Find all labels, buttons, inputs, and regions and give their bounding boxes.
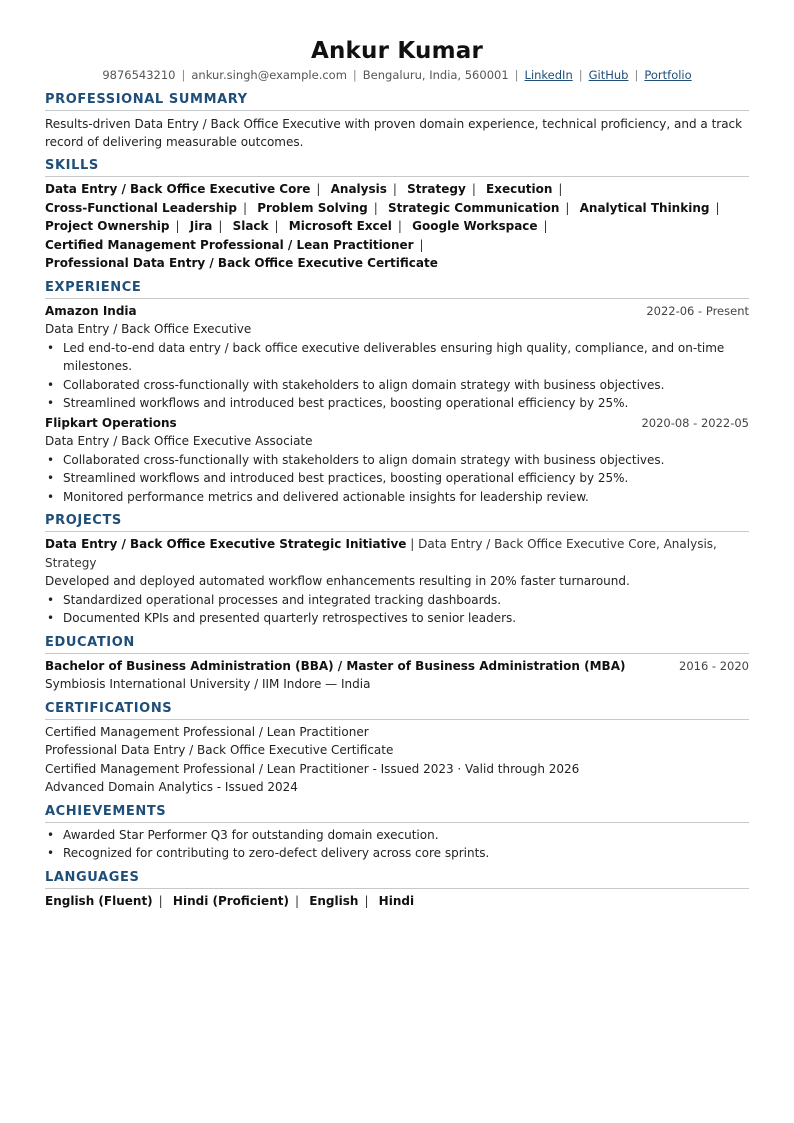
skill-item: Cross-Functional Leadership xyxy=(45,200,237,215)
skill-item: Professional Data Entry / Back Office Executive Certificate xyxy=(45,256,438,270)
language-item: Hindi (Proficient) xyxy=(172,893,289,908)
certification-item: Certified Management Professional / Lean Practitioner xyxy=(45,724,369,739)
job-role: Data Entry / Back Office Executive Associate xyxy=(45,434,313,448)
skill-item: Analytical Thinking xyxy=(579,200,710,215)
skill-item: Project Ownership xyxy=(45,219,170,233)
skill-item: Problem Solving xyxy=(257,200,368,215)
job-dates: 2022-06 - Present xyxy=(646,303,749,318)
separator: | xyxy=(514,68,519,82)
skill-item: Certified Management Professional / Lean Practitioner xyxy=(45,237,414,252)
job-role: Data Entry / Back Office Executive xyxy=(45,322,252,336)
separator: | xyxy=(316,182,321,196)
skill-item: Google Workspace xyxy=(412,219,538,233)
bullet-item: • Collaborated cross-functionally with stakeholders to align domain strategy with business objectives. xyxy=(45,451,749,470)
email-text: ankur.singh@example.com xyxy=(191,68,347,82)
separator: | xyxy=(242,200,248,215)
separator: | xyxy=(419,237,424,252)
bullet-item: • Standardized operational processes and integrated tracking dashboards. xyxy=(45,591,749,610)
section-title-certifications: CERTIFICATIONS xyxy=(45,700,749,720)
achievements-list xyxy=(45,826,749,863)
separator: | xyxy=(558,182,563,196)
separator: | xyxy=(715,200,720,215)
bullet-item: • Monitored performance metrics and delivered actionable insights for leadership review. xyxy=(45,488,749,507)
separator: | xyxy=(352,68,357,82)
certification-item: Certified Management Professional / Lean Practitioner - Issued 2023 · Valid through 2026 xyxy=(45,761,580,776)
project-bullets xyxy=(45,591,749,628)
bullet-item: • Streamlined workflows and introduced best practices, boosting operational efficiency by 25%. xyxy=(45,394,749,413)
skill-item: Strategy xyxy=(407,182,466,196)
section-title-skills: SKILLS xyxy=(45,157,749,177)
section-title-languages: LANGUAGES xyxy=(45,869,749,889)
separator: | xyxy=(471,182,476,196)
separator: | xyxy=(294,893,299,908)
certification-item: Advanced Domain Analytics - Issued 2024 xyxy=(45,780,298,794)
language-item: English xyxy=(309,893,359,908)
skill-item: Strategic Communication xyxy=(388,200,560,215)
job-entry xyxy=(45,302,749,413)
job-entry xyxy=(45,414,749,507)
portfolio-link[interactable]: Portfolio xyxy=(644,68,692,82)
skill-item: Data Entry / Back Office Executive Core xyxy=(45,182,311,196)
skills-list xyxy=(45,180,749,273)
project-description: Developed and deployed automated workflow enhancements resulting in 20% faster turnaround. xyxy=(45,574,630,588)
degree-name: Bachelor of Business Administration (BBA) / Master of Business Administration (MBA) xyxy=(45,658,626,673)
github-link[interactable]: GitHub xyxy=(588,68,629,82)
separator: | xyxy=(181,68,186,82)
bullet-item: • Streamlined workflows and introduced best practices, boosting operational efficiency by 25%. xyxy=(45,469,749,488)
job-header xyxy=(45,302,749,321)
separator: | xyxy=(543,219,548,233)
education-header xyxy=(45,657,749,676)
bullet-item: • Recognized for contributing to zero-defect delivery across core sprints. xyxy=(45,844,749,863)
company-name: Flipkart Operations xyxy=(45,415,177,430)
separator: | xyxy=(158,893,163,908)
separator: | xyxy=(392,182,397,196)
separator: | xyxy=(565,200,570,215)
bullet-item: • Documented KPIs and presented quarterly retrospectives to senior leaders. xyxy=(45,609,749,628)
separator: | xyxy=(274,219,279,233)
location-text: Bengaluru, India, 560001 xyxy=(362,68,509,82)
summary-text: Results-driven Data Entry / Back Office Executive with proven domain experience, technical proficiency, and a track record of delivering measurable outcomes. xyxy=(45,117,743,149)
languages-list xyxy=(45,892,749,910)
language-item: English (Fluent) xyxy=(45,893,153,908)
skill-item: Analysis xyxy=(330,182,387,196)
linkedin-link[interactable]: LinkedIn xyxy=(524,68,573,82)
education-dates: 2016 - 2020 xyxy=(679,658,749,673)
separator: | xyxy=(397,219,402,233)
language-item: Hindi xyxy=(378,893,415,908)
contact-line xyxy=(45,67,749,83)
certification-item: Professional Data Entry / Back Office Executive Certificate xyxy=(45,743,394,757)
section-title-education: EDUCATION xyxy=(45,634,749,654)
company-name: Amazon India xyxy=(45,303,137,318)
section-title-experience: EXPERIENCE xyxy=(45,279,749,299)
job-bullets xyxy=(45,339,749,413)
separator: | xyxy=(373,200,378,215)
school-name: Symbiosis International University / IIM Indore — India xyxy=(45,677,371,691)
project-tech: | Data Entry / Back Office Executive Core, Analysis, Strategy xyxy=(45,537,717,570)
certifications-list xyxy=(45,723,749,797)
section-title-summary: PROFESSIONAL SUMMARY xyxy=(45,91,749,111)
bullet-item: • Awarded Star Performer Q3 for outstanding domain execution. xyxy=(45,826,749,845)
skill-item: Jira xyxy=(189,219,213,233)
job-bullets xyxy=(45,451,749,507)
separator: | xyxy=(364,893,369,908)
separator: | xyxy=(578,68,583,82)
skill-item: Slack xyxy=(232,219,269,233)
job-header xyxy=(45,414,749,433)
bullet-item: • Collaborated cross-functionally with stakeholders to align domain strategy with business objectives. xyxy=(45,376,749,395)
separator: | xyxy=(175,219,180,233)
skill-item: Microsoft Excel xyxy=(288,219,392,233)
phone-text: 9876543210 xyxy=(102,68,176,82)
section-title-achievements: ACHIEVEMENTS xyxy=(45,803,749,823)
separator: | xyxy=(634,68,639,82)
section-title-projects: PROJECTS xyxy=(45,512,749,532)
separator: | xyxy=(218,219,223,233)
job-dates: 2020-08 - 2022-05 xyxy=(641,415,749,430)
skill-item: Execution xyxy=(486,182,553,196)
bullet-item: • Led end-to-end data entry / back office executive deliverables ensuring high quality, compliance, and on-time milestones. xyxy=(45,339,749,376)
project-name: Data Entry / Back Office Executive Strategic Initiative xyxy=(45,537,407,551)
candidate-name: Ankur Kumar xyxy=(310,38,484,64)
project-header xyxy=(45,535,749,572)
